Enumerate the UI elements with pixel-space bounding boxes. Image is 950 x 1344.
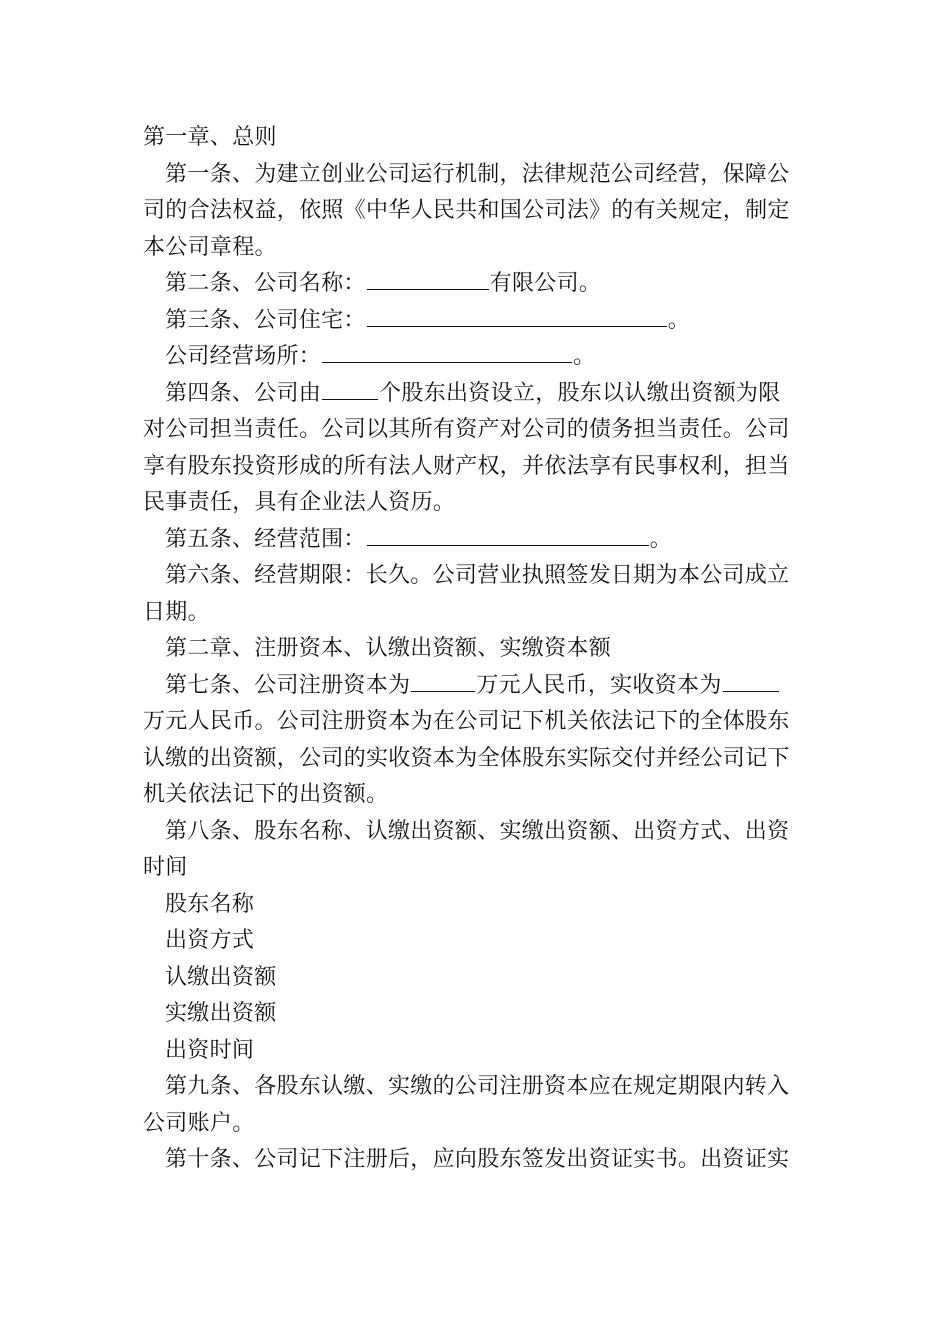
article-2 bbox=[143, 266, 813, 303]
field-contribution-time: 出资时间 bbox=[165, 1037, 255, 1063]
article-9-line-1: 第九条、各股东认缴、实缴的公司注册资本应在规定期限内转入 bbox=[165, 1074, 790, 1099]
registered-capital-blank[interactable] bbox=[411, 669, 475, 692]
chapter-title: 第一章、总则 bbox=[143, 125, 277, 150]
article-4-prefix: 第四条、公司由 bbox=[165, 380, 322, 406]
company-address-blank[interactable] bbox=[367, 304, 667, 327]
article-10-line-1: 第十条、公司记下注册后，应向股东签发出资证实书。出资证实 bbox=[165, 1147, 790, 1172]
article-7-prefix: 第七条、公司注册资本为 bbox=[165, 672, 411, 698]
article-1-line-3: 本公司章程。 bbox=[143, 234, 277, 260]
field-subscribed-amount: 认缴出资额 bbox=[165, 964, 277, 990]
article-7-line-4: 机关依法记下的出资额。 bbox=[143, 782, 389, 807]
field-paid-amount: 实缴出资额 bbox=[165, 1001, 277, 1026]
article-5-label: 第五条、经营范围： bbox=[165, 526, 366, 552]
article-9-line-2: 公司账户。 bbox=[143, 1110, 255, 1136]
field-shareholder-name: 股东名称 bbox=[165, 891, 255, 917]
chapter-2-title: 第二章、注册资本、认缴出资额、实缴资本额 bbox=[165, 636, 612, 661]
article-3-label: 第三条、公司住宅： bbox=[165, 307, 366, 333]
article-8-line-1: 第八条、股东名称、认缴出资额、实缴出资额、出资方式、出资 bbox=[165, 818, 790, 844]
article-1-line-2: 司的合法权益，依照《中华人民共和国公司法》的有关规定，制定 bbox=[143, 198, 790, 223]
company-name-blank[interactable] bbox=[367, 267, 489, 290]
article-5-suffix: 。 bbox=[649, 526, 673, 552]
article-2-label: 第二条、公司名称： bbox=[165, 271, 366, 296]
article-7-line-2: 万元人民币。公司注册资本为在公司记下机关依法记下的全体股东 bbox=[143, 709, 790, 734]
article-4-line-2: 对公司担当责任。公司以其所有资产对公司的债务担当责任。公司 bbox=[143, 417, 790, 442]
article-1-line-1: 第一条、为建立创业公司运行机制，法律规范公司经营，保障公 bbox=[165, 161, 790, 187]
article-6-line-1: 第六条、经营期限：长久。公司营业执照签发日期为本公司成立 bbox=[165, 563, 790, 588]
paid-in-capital-blank[interactable] bbox=[723, 669, 779, 692]
article-4-line-4: 民事责任，具有企业法人资历。 bbox=[143, 490, 456, 515]
article-8-line-2: 时间 bbox=[143, 855, 188, 880]
article-5 bbox=[143, 522, 813, 559]
business-place-blank[interactable] bbox=[322, 340, 572, 363]
article-4-rest: 个股东出资设立，股东以认缴出资额为限 bbox=[379, 380, 781, 406]
article-4-line-3: 享有股东投资形成的所有法人财产权，并依法享有民事权利，担当 bbox=[143, 453, 790, 479]
article-7-middle: 万元人民币，实收资本为 bbox=[476, 672, 722, 698]
business-place-suffix: 。 bbox=[573, 344, 596, 369]
article-2-suffix: 有限公司。 bbox=[489, 271, 602, 296]
business-place-label: 公司经营场所： bbox=[165, 344, 322, 369]
article-7-line-1 bbox=[143, 668, 813, 705]
article-3-suffix: 。 bbox=[667, 307, 691, 333]
shareholder-count-blank[interactable] bbox=[322, 377, 378, 400]
article-3 bbox=[143, 303, 813, 340]
business-place bbox=[143, 339, 813, 376]
business-scope-blank[interactable] bbox=[367, 523, 649, 546]
article-6-line-2: 日期。 bbox=[143, 599, 210, 625]
document-body bbox=[143, 120, 813, 1179]
article-4-line-1 bbox=[143, 376, 813, 413]
article-7-line-3: 认缴的出资额，公司的实收资本为全体股东实际交付并经公司记下 bbox=[143, 745, 790, 771]
field-contribution-method: 出资方式 bbox=[165, 928, 255, 953]
